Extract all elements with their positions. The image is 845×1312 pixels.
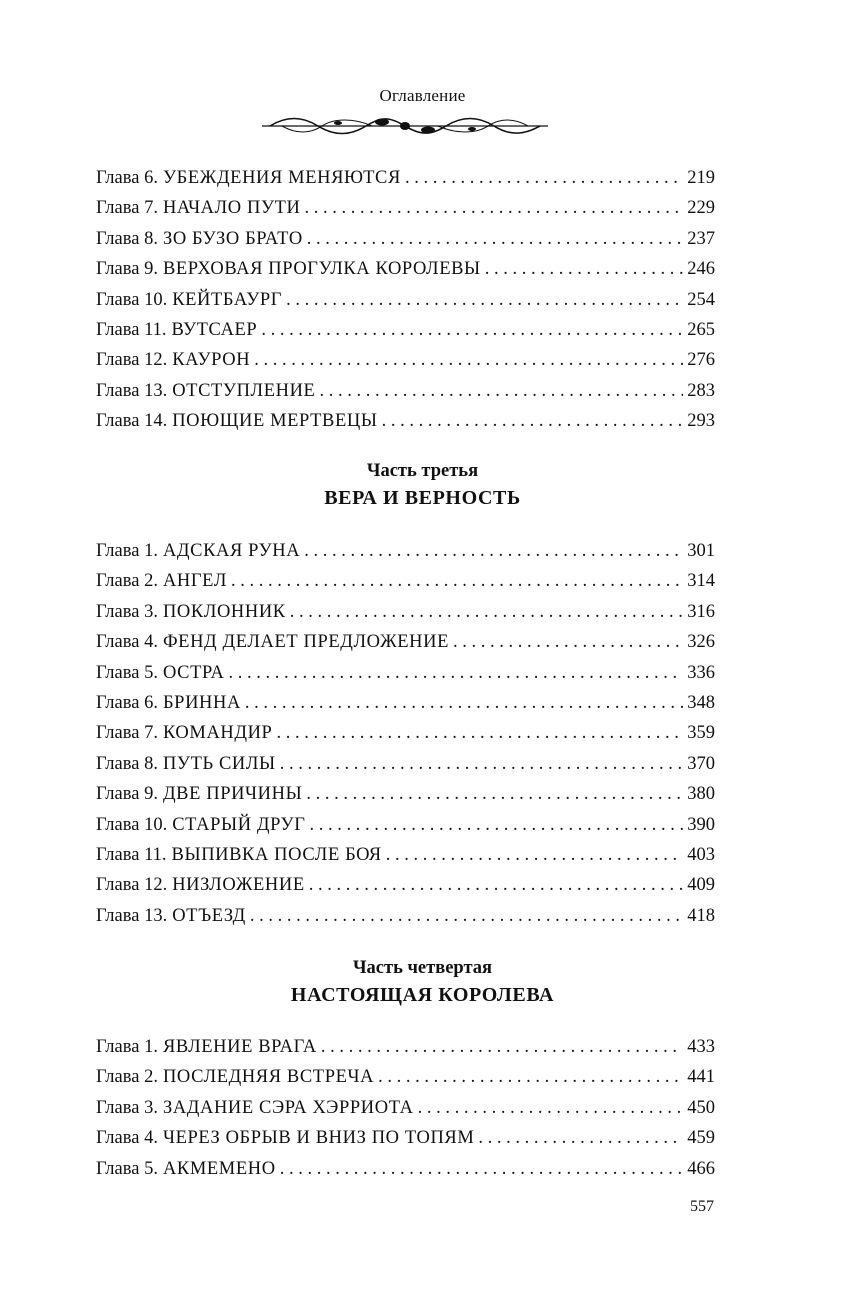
chapter-title: ОТСТУПЛЕНИЕ: [172, 380, 316, 401]
dot-leader: [286, 285, 683, 315]
part-four-label: Часть четвертая: [352, 958, 493, 978]
dot-leader: [405, 163, 683, 193]
dot-leader: [228, 658, 683, 688]
dot-leader: [321, 1032, 683, 1062]
chapter-number: Глава 6.: [96, 692, 158, 713]
toc-entry: [96, 627, 715, 657]
chapter-page-number: 359: [687, 723, 715, 744]
toc-entry: [96, 718, 715, 748]
dot-leader: [245, 688, 683, 718]
dot-leader: [418, 1093, 684, 1123]
toc-entry: [96, 163, 715, 193]
dot-leader: [309, 870, 684, 900]
dot-leader: [382, 406, 684, 436]
chapter-page-number: 380: [687, 784, 715, 805]
chapter-number: Глава 1.: [96, 1037, 158, 1057]
vine-flourish-ornament-icon: [262, 113, 548, 139]
chapter-title: КЕЙТБАУРГ: [172, 289, 283, 310]
toc-entry: [96, 688, 715, 718]
toc-entry: [96, 901, 715, 931]
chapter-number: Глава 5.: [96, 1158, 158, 1179]
chapter-number: Глава 14.: [96, 411, 168, 432]
chapter-page-number: 219: [687, 168, 715, 188]
chapter-title: УБЕЖДЕНИЯ МЕНЯЮТСЯ: [162, 168, 401, 188]
dot-leader: [478, 1123, 683, 1153]
toc-entry: [96, 870, 715, 900]
toc-entry: [96, 1123, 715, 1153]
chapter-title: АНГЕЛ: [162, 571, 227, 592]
chapter-title: НАЧАЛО ПУТИ: [162, 198, 301, 219]
toc-entry: [96, 193, 715, 223]
chapter-title: БРИННА: [162, 692, 241, 713]
chapter-title: АКМЕМЕНО: [162, 1158, 276, 1179]
chapter-page-number: 276: [687, 350, 715, 371]
chapter-number: Глава 13.: [96, 380, 168, 401]
toc-entry: [96, 840, 715, 870]
chapter-title: ОТЪЕЗД: [172, 905, 246, 926]
toc-entry: [96, 406, 715, 436]
toc-entry: [96, 597, 715, 627]
chapter-number: Глава 8.: [96, 228, 158, 249]
chapter-page-number: 314: [687, 571, 715, 592]
dot-leader: [254, 345, 683, 375]
chapter-page-number: 450: [687, 1097, 715, 1118]
dot-leader: [310, 810, 684, 840]
chapter-number: Глава 12.: [96, 350, 168, 371]
chapter-number: Глава 3.: [96, 1097, 158, 1118]
chapter-title: ДВЕ ПРИЧИНЫ: [162, 784, 303, 805]
dot-leader: [261, 315, 683, 345]
chapter-page-number: 348: [687, 692, 715, 713]
chapter-title: ОСТРА: [162, 662, 225, 683]
chapter-page-number: 283: [687, 380, 715, 401]
dot-leader: [453, 627, 683, 657]
toc-entry: [96, 1154, 715, 1184]
chapter-number: Глава 4.: [96, 1128, 158, 1149]
chapter-page-number: 466: [687, 1158, 715, 1179]
chapter-title: ЯВЛЕНИЕ ВРАГА: [162, 1037, 317, 1057]
part-four-heading: [0, 958, 845, 1007]
chapter-page-number: 254: [687, 289, 715, 310]
toc-entry: [96, 376, 715, 406]
chapter-page-number: 293: [687, 411, 715, 432]
toc-section-part-three: [96, 536, 715, 931]
dot-leader: [319, 376, 683, 406]
chapter-title: НИЗЛОЖЕНИЕ: [172, 875, 305, 896]
toc-entry: [96, 1032, 715, 1062]
toc-entry: [96, 1093, 715, 1123]
dot-leader: [231, 566, 683, 596]
chapter-page-number: 326: [687, 632, 715, 653]
chapter-title: КОМАНДИР: [162, 723, 273, 744]
chapter-page-number: 246: [687, 259, 715, 280]
chapter-number: Глава 3.: [96, 601, 158, 622]
toc-entry: [96, 658, 715, 688]
chapter-page-number: 409: [687, 875, 715, 896]
chapter-title: ВУТСАЕР: [171, 319, 258, 340]
chapter-number: Глава 13.: [96, 905, 168, 926]
chapter-title: КАУРОН: [172, 350, 251, 371]
toc-entry: [96, 345, 715, 375]
dot-leader: [305, 193, 684, 223]
chapter-page-number: 441: [687, 1067, 715, 1088]
toc-section-part-four: [96, 1032, 715, 1184]
toc-entry: [96, 224, 715, 254]
chapter-page-number: 390: [687, 814, 715, 835]
chapter-title: ПУТЬ СИЛЫ: [162, 753, 276, 774]
chapter-title: ЧЕРЕЗ ОБРЫВ И ВНИЗ ПО ТОПЯМ: [162, 1128, 475, 1149]
dot-leader: [280, 1154, 684, 1184]
chapter-title: ВЫПИВКА ПОСЛЕ БОЯ: [171, 844, 382, 865]
dot-leader: [280, 749, 684, 779]
chapter-number: Глава 1.: [96, 541, 158, 561]
chapter-number: Глава 6.: [96, 168, 158, 188]
chapter-number: Глава 9.: [96, 259, 158, 280]
toc-entry: [96, 536, 715, 566]
chapter-number: Глава 8.: [96, 753, 158, 774]
chapter-page-number: 459: [687, 1128, 715, 1149]
chapter-title: ПОЮЩИЕ МЕРТВЕЦЫ: [172, 411, 378, 432]
dot-leader: [290, 597, 684, 627]
toc-entry: [96, 810, 715, 840]
dot-leader: [250, 901, 683, 931]
dot-leader: [307, 224, 683, 254]
chapter-number: Глава 7.: [96, 723, 158, 744]
chapter-title: СТАРЫЙ ДРУГ: [172, 814, 306, 835]
chapter-title: АДСКАЯ РУНА: [162, 541, 301, 561]
chapter-page-number: 336: [687, 662, 715, 683]
chapter-title: ЗО БУЗО БРАТО: [162, 228, 303, 249]
toc-entry: [96, 779, 715, 809]
running-head: Оглавление: [379, 86, 466, 105]
toc-entry: [96, 566, 715, 596]
chapter-title: ФЕНД ДЕЛАЕТ ПРЕДЛОЖЕНИЕ: [162, 632, 449, 653]
chapter-page-number: 418: [687, 905, 715, 926]
dot-leader: [386, 840, 684, 870]
chapter-number: Глава 11.: [96, 319, 167, 340]
toc-section-continued: [96, 163, 715, 437]
part-three-title: ВЕРА И ВЕРНОСТЬ: [324, 487, 521, 509]
dot-leader: [485, 254, 683, 284]
chapter-page-number: 370: [687, 753, 715, 774]
chapter-number: Глава 5.: [96, 662, 158, 683]
chapter-number: Глава 4.: [96, 632, 158, 653]
chapter-number: Глава 2.: [96, 1067, 158, 1088]
chapter-number: Глава 10.: [96, 289, 168, 310]
chapter-title: ЗАДАНИЕ СЭРА ХЭРРИОТА: [162, 1097, 414, 1118]
dot-leader: [304, 536, 683, 566]
part-three-heading: [0, 461, 845, 510]
chapter-title: ПОКЛОННИК: [162, 601, 286, 622]
dot-leader: [306, 779, 683, 809]
chapter-page-number: 433: [687, 1037, 715, 1057]
chapter-title: ПОСЛЕДНЯЯ ВСТРЕЧА: [162, 1067, 375, 1088]
chapter-number: Глава 10.: [96, 814, 168, 835]
toc-entry: [96, 315, 715, 345]
chapter-page-number: 403: [687, 844, 715, 865]
chapter-number: Глава 7.: [96, 198, 158, 219]
dot-leader: [378, 1062, 683, 1092]
part-four-title: НАСТОЯЩАЯ КОРОЛЕВА: [290, 984, 555, 1006]
toc-entry: [96, 749, 715, 779]
chapter-page-number: 265: [687, 319, 715, 340]
toc-entry: [96, 285, 715, 315]
chapter-page-number: 229: [687, 198, 715, 219]
toc-entry: [96, 1062, 715, 1092]
part-three-label: Часть третья: [366, 461, 479, 481]
chapter-number: Глава 9.: [96, 784, 158, 805]
chapter-number: Глава 2.: [96, 571, 158, 592]
dot-leader: [276, 718, 683, 748]
chapter-number: Глава 12.: [96, 875, 168, 896]
toc-entry: [96, 254, 715, 284]
chapter-page-number: 237: [687, 228, 715, 249]
chapter-page-number: 316: [687, 601, 715, 622]
chapter-title: ВЕРХОВАЯ ПРОГУЛКА КОРОЛЕВЫ: [162, 259, 481, 280]
chapter-page-number: 301: [687, 541, 715, 561]
chapter-number: Глава 11.: [96, 844, 167, 865]
page-number: 557: [690, 1198, 714, 1215]
